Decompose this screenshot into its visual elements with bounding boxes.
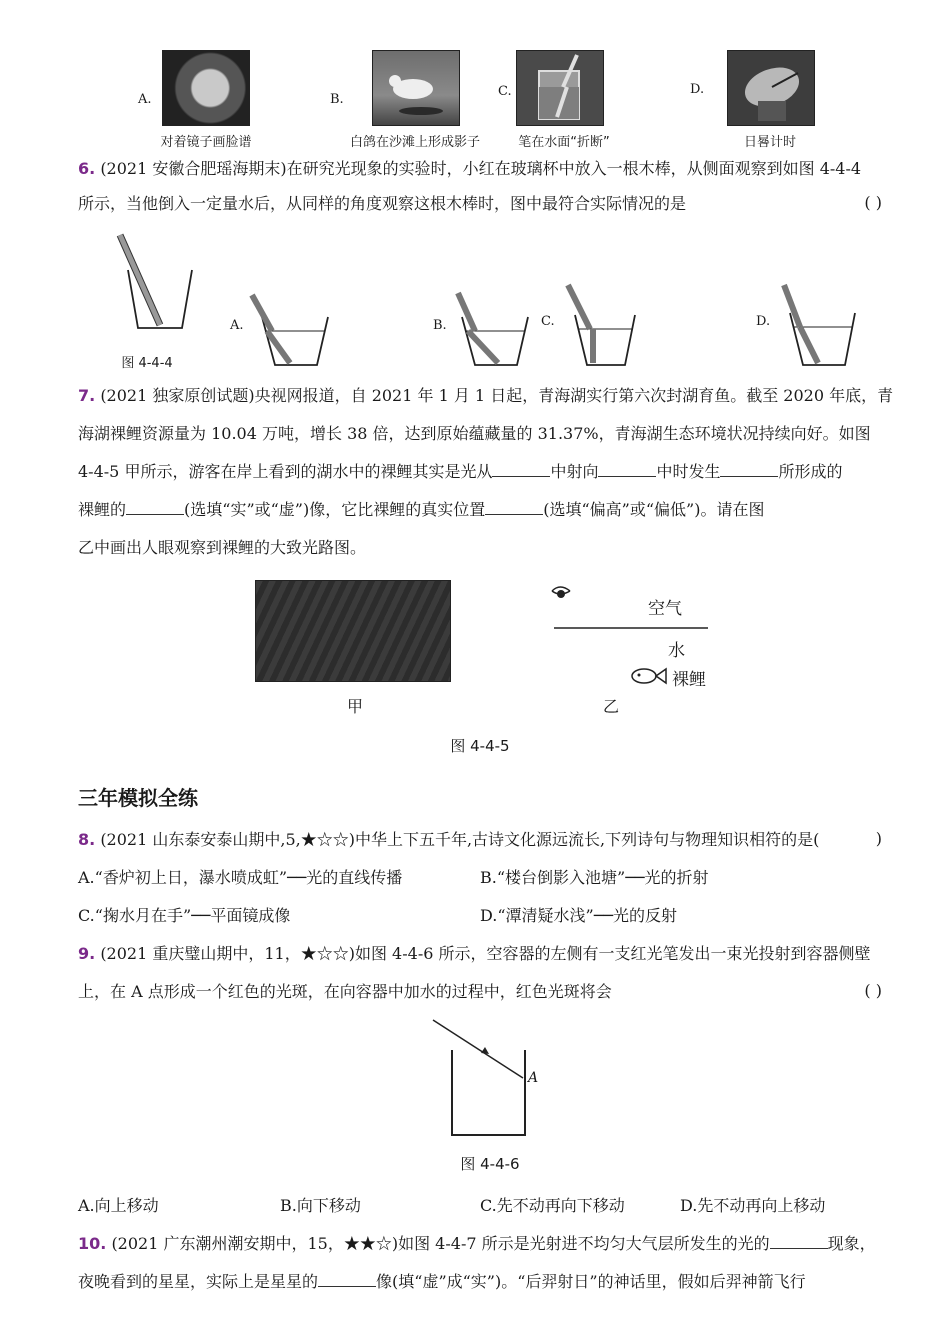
q10-line-1 — [78, 1233, 876, 1255]
q7-text-3a: 4-4-5 甲所示，游客在岸上看到的湖水中的裸鲤其实是光从 — [78, 462, 493, 481]
q7-line-4 — [78, 499, 764, 521]
mirror-photo — [162, 50, 250, 126]
q6-option-d: D. — [756, 314, 771, 329]
q7-fig-jia-label: 甲 — [346, 697, 363, 716]
q5-option-b-label: B. — [330, 92, 344, 107]
q7-text-3d: 所形成的 — [778, 462, 843, 481]
q6-option-d-cup — [784, 285, 855, 365]
q7-text-4a: 裸鲤的 — [78, 500, 127, 519]
q6-option-b-cup — [458, 293, 528, 365]
q6-option-a: A. — [230, 318, 244, 333]
q9-number: 9. — [78, 944, 96, 963]
q10-blank-2[interactable] — [318, 1272, 376, 1287]
q5-option-d-label: D. — [690, 82, 705, 97]
q6-original-cup — [120, 235, 192, 328]
q7-fish-photo — [255, 580, 451, 682]
q6-answer-paren: ( ) — [864, 193, 882, 212]
q10-text-1b: 现象， — [827, 1234, 876, 1253]
q8-option-b[interactable]: B.“楼台倒影入池塘”──光的折射 — [480, 868, 709, 887]
q6-line-2: 所示，当他倒入一定量水后，从同样的角度观察这根木棒时，图中最符合实际情况的是 — [78, 194, 687, 213]
q8-line-1 — [78, 829, 819, 851]
q7-text-4b: (选填“实”或“虚”)像，它比裸鲤的真实位置 — [184, 500, 486, 519]
glass-pen-icon — [517, 51, 603, 125]
q10-text-1a: (2021 广东潮州潮安期中，15，★★☆)如图 4-4-7 所示是光射进不均匀大气层所发生的光的 — [111, 1234, 770, 1253]
q6-figure — [100, 225, 860, 375]
q9-text-1: (2021 重庆璧山期中，11，★☆☆)如图 4-4-6 所示，空容器的左侧有一支红光笔发出一束光投射到容器侧壁 — [100, 944, 871, 963]
q10-number: 10. — [78, 1234, 107, 1253]
q5-option-d-caption: 日晷计时 — [743, 135, 796, 150]
q7-blank-1[interactable] — [492, 462, 550, 477]
q5-option-a-label: A. — [138, 92, 152, 107]
container — [452, 1050, 525, 1135]
q6-option-c-cup — [568, 285, 635, 365]
q7-text-3b: 中射向 — [550, 462, 599, 481]
q7-fish-label: 裸鲤 — [672, 670, 706, 690]
q7-line-5: 乙中画出人眼观察到裸鲤的大致光路图。 — [78, 538, 367, 557]
sundial-photo — [727, 50, 815, 126]
q6-option-b: B. — [433, 318, 447, 333]
dove-shadow-photo — [372, 50, 460, 126]
q7-number: 7. — [78, 386, 96, 405]
q5-option-c-caption: 笔在水面“折断” — [518, 135, 610, 150]
q6-number: 6. — [78, 159, 96, 178]
q6-option-c: C. — [541, 314, 555, 329]
q8-answer-paren: ) — [875, 829, 882, 848]
ray-arrow-icon — [481, 1047, 489, 1054]
q6-text-1: (2021 安徽合肥瑶海期末)在研究光现象的实验时，小红在玻璃杯中放入一根木棒，从侧面观察到如图 4-4-4 — [100, 159, 862, 178]
q5-option-a-caption: 对着镜子画脸谱 — [160, 135, 252, 150]
q7-line-3 — [78, 461, 843, 483]
pen-in-water-photo — [516, 50, 604, 126]
sundial-icon — [728, 51, 814, 125]
q8-option-c[interactable]: C.“掬水月在手”──平面镜成像 — [78, 906, 291, 925]
q9-container-figure — [425, 1010, 545, 1140]
q8-option-a[interactable]: A.“香炉初上日，瀑水喷成虹”──光的直线传播 — [78, 868, 403, 887]
q9-option-b[interactable]: B.向下移动 — [280, 1196, 361, 1215]
q8-option-d[interactable]: D.“潭清疑水浅”──光的反射 — [480, 906, 677, 925]
q7-water-label: 水 — [668, 641, 685, 661]
section-title: 三年模拟全练 — [78, 786, 198, 810]
dove-icon — [373, 51, 459, 125]
q7-blank-4[interactable] — [126, 500, 184, 515]
q9-option-d[interactable]: D.先不动再向上移动 — [680, 1196, 826, 1215]
q10-text-2b: 像(填“虚”成“实”)。“后羿射日”的神话里，假如后羿神箭飞行 — [376, 1272, 806, 1291]
q6-figure-caption: 图 4-4-4 — [121, 356, 173, 371]
q10-blank-1[interactable] — [770, 1234, 828, 1249]
q8-number: 8. — [78, 830, 96, 849]
light-ray — [433, 1020, 523, 1078]
q9-point-a-label: A — [528, 1070, 539, 1086]
q10-text-2a: 夜晚看到的星星，实际上是星星的 — [78, 1272, 319, 1291]
q7-blank-5[interactable] — [485, 500, 543, 515]
q8-stem: (2021 山东泰安泰山期中,5,★☆☆)中华上下五千年,古诗文化源远流长,下列诗句与物理知识相符的是( — [100, 830, 820, 849]
q7-line-2: 海湖裸鲤资源量为 10.04 万吨，增长 38 倍，达到原始蕴藏量的 31.37%，青海湖生态环境状况持续向好。如图 — [78, 424, 871, 443]
q7-air-label: 空气 — [648, 599, 682, 619]
eye-icon — [552, 587, 570, 598]
q6-option-a-cup — [252, 295, 328, 365]
q7-fig-yi-label: 乙 — [602, 697, 619, 716]
q7-blank-3[interactable] — [720, 462, 778, 477]
q7-text-1: (2021 独家原创试题)央视网报道，自 2021 年 1 月 1 日起，青海湖实行第六次封湖育鱼。截至 2020 年底，青 — [100, 386, 894, 405]
q9-option-a[interactable]: A.向上移动 — [78, 1196, 159, 1215]
q7-blank-2[interactable] — [598, 462, 656, 477]
q9-figure-caption: 图 4-4-6 — [460, 1155, 520, 1173]
q9-answer-paren: ( ) — [864, 981, 882, 1000]
q7-text-4c: (选填“偏高”或“偏低”)。请在图 — [543, 500, 765, 519]
q9-line-1 — [78, 943, 871, 965]
q10-line-2 — [78, 1271, 806, 1293]
q5-option-c-label: C. — [498, 84, 512, 99]
q5-option-b-caption: 白鸽在沙滩上形成影子 — [349, 135, 480, 150]
fish-icon — [632, 669, 666, 683]
q7-text-3c: 中时发生 — [656, 462, 721, 481]
q6-line-1 — [78, 158, 861, 180]
q9-line-2: 上，在 A 点形成一个红色的光斑，在向容器中加水的过程中，红色光斑将会 — [78, 982, 612, 1001]
q9-option-c[interactable]: C.先不动再向下移动 — [480, 1196, 625, 1215]
q7-figure-caption: 图 4-4-5 — [450, 737, 510, 755]
q7-line-1 — [78, 385, 893, 407]
